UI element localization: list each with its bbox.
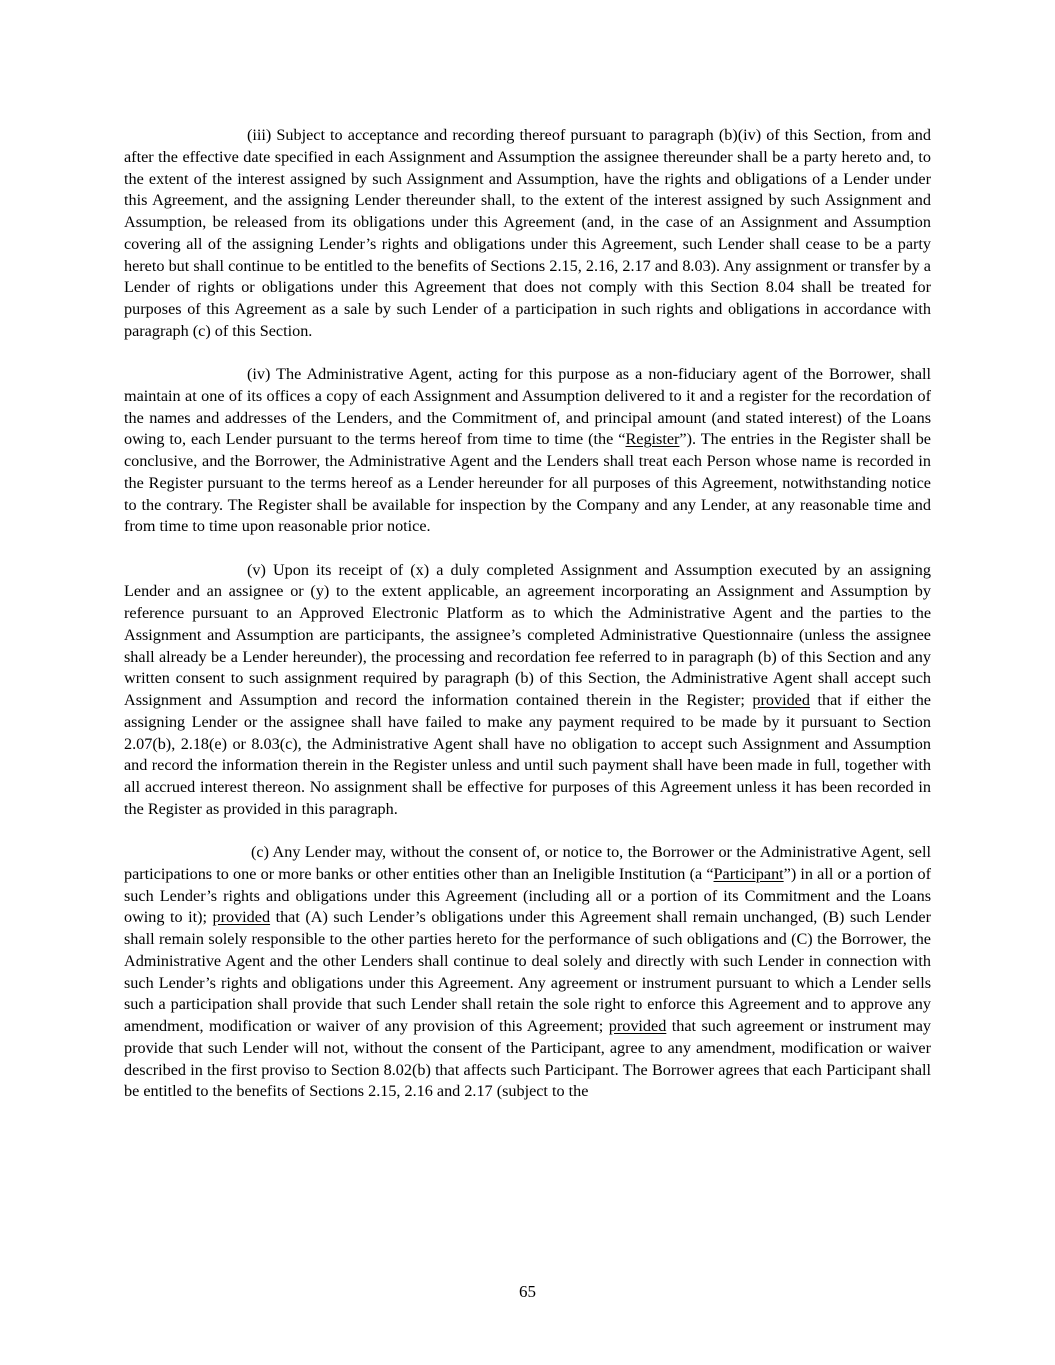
paragraph-v-text-2: that if either the assigning Lender or the assignee shall have failed to make any payment required to be made by it pursuant to Section 2.07(b), 2.18(e) or 8.03(c), the Administrative Agent shall have no obligation to accept such Assignment and Assumption and record the information therein in the Register unless and until such payment shall have been made in full, together with all accrued interest thereon. No assignment shall be effective for purposes of this Agreement unless it has been recorded in the Register as provided in this paragraph.: [124, 691, 931, 818]
page-number: 65: [519, 1282, 536, 1301]
paragraph-iv: [124, 364, 931, 538]
paragraph-c-text-2: ”) in all or a portion of such Lender’s rights and obligations under this Agreement (including all or a portion of its Commitment and the Loans owing to it);: [124, 864, 931, 927]
defined-term-participant: Participant: [713, 864, 784, 883]
paragraph-v-text-1: (v) Upon its receipt of (x) a duly completed Assignment and Assumption executed by an assigning Lender and an assignee or (y) to the extent applicable, an agreement incorporating an Assignment and Assumption by reference pursuant to an Approved Electronic Platform as to which the Administrative Agent and the parties to the Assignment and Assumption are participants, the assignee’s completed Administrative Questionnaire (unless the assignee shall already be a Lender hereunder), the processing and recordation fee referred to in paragraph (b) of this Section and any written consent to such assignment required by paragraph (b) of this Section, the Administrative Agent shall accept such Assignment and Assumption and record the information contained therein in the Register;: [124, 560, 931, 709]
paragraph-c-text-1: (c) Any Lender may, without the consent of, or notice to, the Borrower or the Administrative Agent, sell participations to one or more banks or other entities other than an Ineligible Institution (a “: [124, 843, 931, 883]
document-body: [124, 125, 931, 1125]
proviso-provided: provided: [212, 908, 271, 927]
paragraph-c-text-3: that (A) such Lender’s obligations under this Agreement shall remain unchanged, (B) such Lender shall remain solely responsible to the other parties hereto for the performance of such obligations and (C) the Borrower, the Administrative Agent and the other Lenders shall continue to deal solely and directly with such Lender in connection with such Lender’s rights and obligations under this Agreement. Any agreement or instrument pursuant to which a Lender sells such a participation shall provide that such Lender shall retain the sole right to enforce this Agreement and to approve any amendment, modification or waiver of any provision of this Agreement;: [124, 908, 931, 1035]
paragraph-c-text-4: that such agreement or instrument may provide that such Lender will not, without the consent of the Participant, agree to any amendment, modification or waiver described in the first proviso to Section 8.02(b) that affects such Participant. The Borrower agrees that each Participant shall be entitled to the benefits of Sections 2.15, 2.16 and 2.17 (subject to the: [124, 1017, 931, 1101]
proviso-provided: provided: [608, 1017, 667, 1035]
proviso-provided: provided: [752, 691, 810, 709]
paragraph-iii: [124, 125, 931, 343]
paragraph-iii-text: (iii) Subject to acceptance and recording thereof pursuant to paragraph (b)(iv) of this Section, from and after the effective date specified in each Assignment and Assumption the assignee thereunder shall be a party hereto and, to the extent of the interest assigned by such Assignment and Assumption, have the rights and obligations of a Lender under this Agreement, and the assigning Lender thereunder shall, to the extent of the interest assigned by such Assignment and Assumption, be released from its obligations under this Agreement (and, in the case of an Assignment and Assumption covering all of the assigning Lender’s rights and obligations under this Agreement, such Lender shall cease to be a party hereto but shall continue to be entitled to the benefits of Sections 2.15, 2.16, 2.17 and 8.03). Any assignment or transfer by a Lender of rights or obligations under this Agreement that does not comply with this Section 8.04 shall be treated for purposes of this Agreement as a sale by such Lender of a participation in such rights and obligations in accordance with paragraph (c) of this Section.: [124, 126, 931, 340]
paragraph-iv-text-2: ”). The entries in the Register shall be conclusive, and the Borrower, the Administrative Agent and the Lenders shall treat each Person whose name is recorded in the Register pursuant to the terms hereof as a Lender hereunder for all purposes of this Agreement, notwithstanding notice to the contrary. The Register shall be available for inspection by the Company and any Lender, at any reasonable time and from time to time upon reasonable prior notice.: [124, 430, 931, 536]
paragraph-iv-text-1: (iv) The Administrative Agent, acting for this purpose as a non-fiduciary agent of the Borrower, shall maintain at one of its offices a copy of each Assignment and Assumption delivered to it and a register for the recordation of the names and addresses of the Lenders, and the Commitment of, and principal amount (and stated interest) of the Loans owing to, each Lender pursuant to the terms hereof from time to time (the “: [124, 365, 931, 449]
paragraph-c: [124, 842, 931, 1103]
defined-term-register: Register: [625, 430, 680, 449]
paragraph-v: [124, 560, 931, 821]
